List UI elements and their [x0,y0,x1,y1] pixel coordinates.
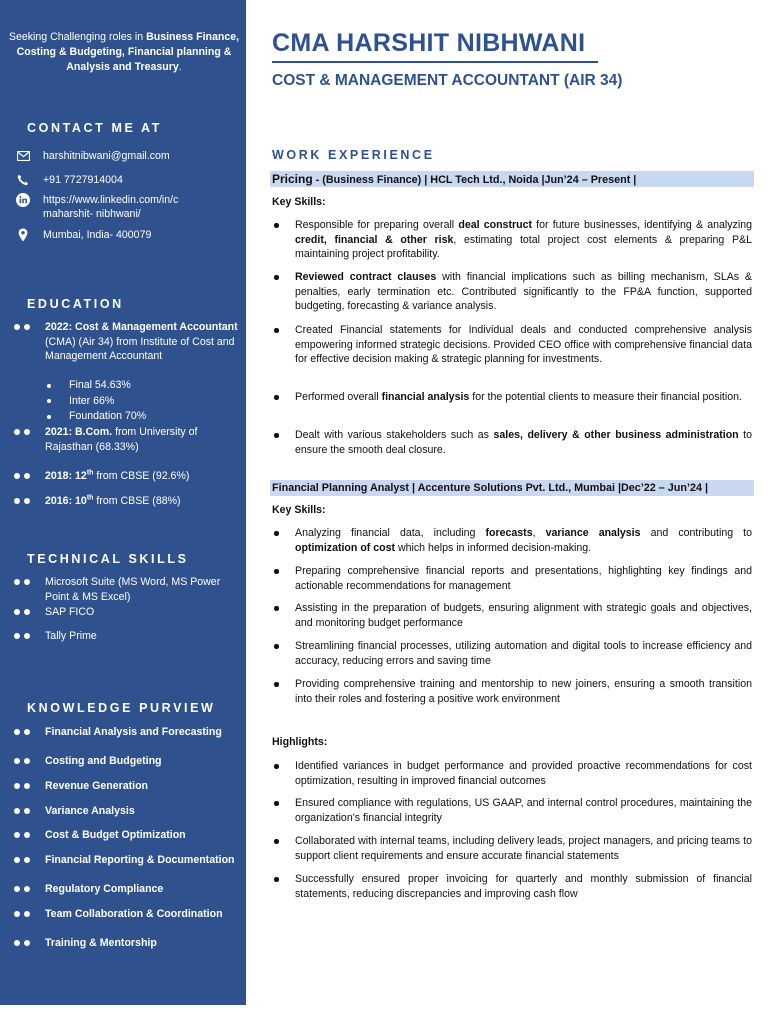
bullet-dots [14,494,45,509]
responsibility-item: Assisting in the preparation of budgets, ensuring alignment with strategic goals and objectives, and monitoring budget performance [272,601,752,630]
knowledge-text: Financial Reporting & Documentation [45,854,235,866]
job-1-key-skills-label: Key Skills: [272,196,326,208]
bullet-dots [14,882,45,897]
location-pin-icon [14,228,32,242]
bullet-dots [14,725,45,740]
linkedin-text[interactable] [43,193,178,221]
job-2-responsibilities [272,564,752,593]
objective-end: . [178,61,182,73]
responsibility-item: Responsible for preparing overall deal construct for future businesses, identifying & analyzing credit, financial & other risk, estimating total project cost elements & preparing P&L maintaining project profitability. [272,218,752,262]
knowledge-text: Costing and Budgeting [45,755,162,767]
knowledge-item [14,853,238,868]
highlight-item: Collaborated with internal teams, including delivery leads, project managers, and pricing teams to support client requirements and ensure accurate financial statements [272,834,752,863]
career-objective [6,30,242,75]
responsibility-item: Analyzing financial data, including forecasts, variance analysis and contributing to optimization of cost which helps in informed decision-making. [272,526,752,555]
linkedin-line-2[interactable]: maharshit- nibhwani/ [43,208,141,220]
cma-level-text: Inter 66% [69,394,115,407]
contact-location [14,228,242,242]
education-12th [14,469,238,484]
bullet-dots [14,469,45,484]
knowledge-item [14,754,238,769]
responsibility-item: Reviewed contract clauses with financial implications such as billing mechanism, SLAs & penalties, early termination etc. Contributed significantly to the FP&A function, supported budgeting, forecasting & variance analysis. [272,270,752,314]
bullet-dots [14,320,45,364]
responsibility-item: Streamlining financial processes, utilizing automation and digital tools to increase efficiency and accuracy, reducing errors and saving time [272,639,752,668]
technical-skill-text: SAP FICO [45,606,95,618]
contact-phone[interactable] [14,173,242,187]
job-1-responsibilities [272,323,752,367]
name-underline [272,61,598,63]
education-heading: EDUCATION [27,297,124,311]
tenth-suffix: th [86,494,94,502]
highlights-label: Highlights: [272,736,328,748]
bullet-dots [14,853,45,868]
job-2-header: Financial Planning Analyst | Accenture Solutions Pvt. Ltd., Mumbai |Dec’22 – Jun’24 | [270,480,754,496]
highlights-list [272,872,752,901]
bullet-dots [14,754,45,769]
job-2-responsibilities [272,639,752,668]
bullet-dots [14,828,45,843]
bullet-dots [14,907,45,922]
knowledge-text: Cost & Budget Optimization [45,829,186,841]
knowledge-text: Regulatory Compliance [45,883,164,895]
bullet-dots [14,425,45,454]
bcom-degree: 2021: B.Com. [45,426,113,438]
linkedin-icon [14,193,32,207]
cma-level-text: Final 54.63% [69,379,131,391]
knowledge-text: Team Collaboration & Coordination [45,908,223,920]
job-1-responsibilities [272,428,752,457]
job-2-responsibilities [272,526,752,555]
job-2-responsibilities [272,601,752,630]
job-1-header [270,171,754,187]
responsibility-item: Dealt with various stakeholders such as sales, delivery & other business administration to ensure the smooth deal closure. [272,428,752,457]
cma-level-inter [47,394,146,410]
job-1-responsibilities [272,390,752,405]
knowledge-item [14,828,238,843]
sidebar [0,0,246,1005]
knowledge-text: Financial Analysis and Forecasting [45,726,222,738]
education-10th [14,494,238,509]
cma-level-foundation [47,409,146,425]
cma-degree: 2022: Cost & Management Accountant [45,321,238,333]
knowledge-item [14,779,238,794]
bullet-dots [14,936,45,951]
knowledge-item [14,804,238,819]
highlights-list [272,759,752,788]
responsibility-item: Performed overall financial analysis for the potential clients to measure their financial position. [272,390,752,405]
knowledge-item [14,936,238,951]
objective-focus-areas: Business Finance, Costing & Budgeting, Financial planning & Analysis and Treasury [16,31,240,73]
knowledge-purview-heading: KNOWLEDGE PURVIEW [27,701,216,715]
highlight-item: Ensured compliance with regulations, US GAAP, and internal control procedures, maintaining the organization's financial integrity [272,796,752,825]
cma-levels-list [47,378,146,425]
linkedin-line-1[interactable]: https://www.linkedin.com/in/c [43,194,179,206]
technical-skill-text: Microsoft Suite (MS Word, MS Power Point & MS Excel) [45,576,221,603]
technical-skill-item [14,575,238,604]
job-1-responsibilities [272,218,752,262]
twelfth-suffix: th [86,469,94,477]
tenth-year: 2016: 10 [45,495,87,507]
knowledge-item [14,907,238,922]
highlights-list [272,796,752,825]
technical-skill-item [14,629,238,644]
job-1-position: Pricing [272,172,313,186]
knowledge-text: Variance Analysis [45,805,135,817]
contact-linkedin[interactable] [14,193,242,221]
contact-email[interactable] [14,149,242,163]
bullet-dots [14,605,45,620]
email-text[interactable]: harshitnibwani@gmail.com [43,150,170,162]
knowledge-item [14,882,238,897]
education-bcom [14,425,238,454]
job-2-key-skills-label: Key Skills: [272,504,326,516]
candidate-name: CMA HARSHIT NIBHWANI [272,29,586,57]
highlight-item: Successfully ensured proper invoicing for quarterly and monthly submission of financial statements, reducing discrepancies and improving cash flow [272,872,752,901]
twelfth-year: 2018: 12 [45,470,87,482]
knowledge-text: Revenue Generation [45,780,149,792]
responsibility-item: Preparing comprehensive financial reports and presentations, highlighting key findings and actionable recommendations for management [272,564,752,593]
cma-level-text: Foundation 70% [69,410,147,422]
bullet-dots [14,804,45,819]
work-experience-heading: WORK EXPERIENCE [272,148,435,162]
email-icon [14,149,32,163]
knowledge-text: Training & Mentorship [45,937,157,949]
job-1-details: - (Business Finance) | HCL Tech Ltd., Noida |Jun’24 – Present | [312,174,637,186]
cma-details: (CMA) (Air 34) from Institute of Cost and Management Accountant [45,335,235,362]
highlights-list [272,834,752,863]
responsibility-item: Providing comprehensive training and mentorship to new joiners, ensuring a smooth transition into their roles and fostering a positive work environment [272,677,752,706]
contact-heading: CONTACT ME AT [27,121,162,135]
phone-text[interactable]: +91 7727914004 [43,174,123,186]
location-text: Mumbai, India- 400079 [43,229,152,241]
bullet-dots [14,779,45,794]
job-2-responsibilities [272,677,752,706]
technical-skill-item [14,605,238,620]
job-1-responsibilities [272,270,752,314]
candidate-title: COST & MANAGEMENT ACCOUNTANT (AIR 34) [272,72,623,89]
responsibility-item: Created Financial statements for Individual deals and conducted comprehensive analysis empowering informed strategic decisions. Provided CEO office with comprehensive financial data for effective decision making & strategic planning for investments. [272,323,752,367]
bcom-details: from University of Rajasthan (68.33%) [45,426,198,453]
technical-skills-heading: TECHNICAL SKILLS [27,552,189,566]
tenth-details: from CBSE (88%) [93,495,181,507]
highlight-item: Identified variances in budget performance and provided proactive recommendations for cost optimization, resulting in improved financial outcomes [272,759,752,788]
cma-level-final [47,378,146,394]
objective-text: Seeking Challenging roles in [8,31,147,43]
technical-skill-text: Tally Prime [45,630,97,642]
knowledge-item [14,725,238,740]
twelfth-details: from CBSE (92.6%) [93,470,190,482]
phone-icon [14,173,32,187]
bullet-dots [14,629,45,644]
education-cma [14,320,238,364]
bullet-dots [14,575,45,604]
